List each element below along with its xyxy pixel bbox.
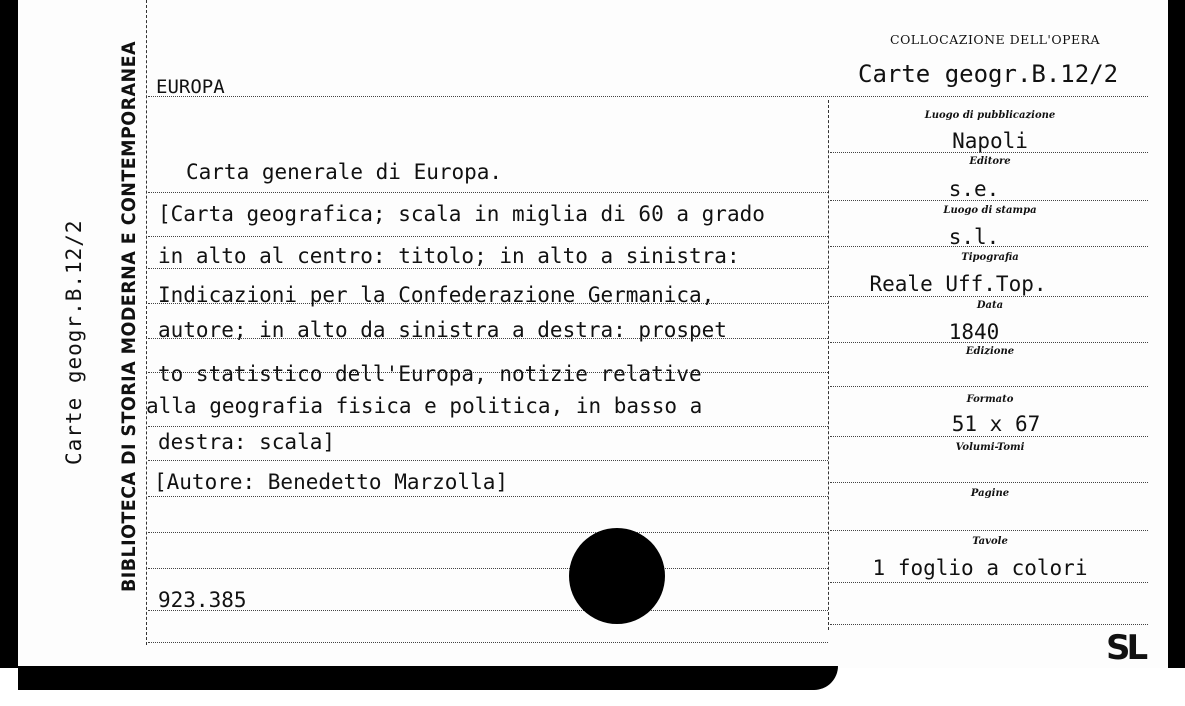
field-value: 1 foglio a colori: [872, 556, 1088, 580]
field-value: Reale Uff.Top.: [869, 272, 1047, 296]
description-line: in alto al centro: titolo; in alto a sinistra:: [158, 244, 740, 268]
description-line: Carta generale di Europa.: [186, 160, 503, 184]
field-value: s.e.: [948, 177, 1000, 201]
punch-hole: [569, 528, 665, 624]
ruled-line: [148, 610, 828, 611]
field-label: Pagine: [970, 488, 1010, 499]
ruled-line: [148, 268, 828, 269]
field-label: Formato: [966, 394, 1014, 405]
ruled-line: [830, 296, 1148, 297]
ruled-line: [148, 460, 828, 461]
card-shadow: [18, 666, 838, 690]
field-label: Edizione: [965, 346, 1015, 357]
heading: EUROPA: [156, 76, 225, 98]
ruled-line: [830, 482, 1148, 483]
ruled-line: [148, 568, 828, 569]
ruled-line: [148, 642, 828, 643]
field-label: Tipografia: [961, 252, 1019, 263]
field-label: Luogo di stampa: [943, 205, 1037, 216]
field-label: Luogo di pubblicazione: [924, 110, 1056, 121]
field-value: 51 x 67: [951, 412, 1041, 436]
field-value: Napoli: [952, 129, 1028, 153]
description-line: Indicazioni per la Confederazione Germanica,: [158, 283, 715, 307]
ruled-line: [830, 436, 1148, 437]
ruled-line: [148, 496, 828, 497]
description-line: alla geografia fisica e politica, in basso a: [146, 394, 703, 418]
ruled-line: [830, 386, 1148, 387]
top-rule: [148, 96, 1148, 97]
description-line: to statistico dell'Europa, notizie relative: [158, 362, 702, 386]
field-label: Editore: [969, 156, 1011, 167]
description-line: [Autore: Benedetto Marzolla]: [154, 470, 509, 494]
library-name: BIBLIOTECA DI STORIA MODERNA E CONTEMPORANEA: [118, 40, 140, 593]
side-call-number: Carte geogr.B.12/2: [62, 219, 86, 465]
field-label: Volumi-Tomi: [955, 442, 1025, 453]
description-line: destra: scala]: [158, 430, 336, 454]
ruled-line: [148, 532, 828, 533]
handwritten-initials: SL: [1106, 628, 1145, 668]
field-value: 1840: [948, 320, 1000, 344]
ruled-line: [830, 582, 1148, 583]
column-header: COLLOCAZIONE DELL'OPERA: [890, 32, 1101, 47]
catalog-card: [18, 0, 1168, 668]
ruled-line: [830, 530, 1148, 531]
call-number: Carte geogr.B.12/2: [858, 60, 1119, 88]
description-line: [Carta geografica; scala in miglia di 60 a grado: [158, 202, 765, 226]
field-value: s.l.: [948, 225, 1000, 249]
ruled-line: [148, 236, 828, 237]
ruled-line: [148, 192, 828, 193]
description-line: autore; in alto da sinistra a destra: prospet: [158, 318, 727, 342]
left-margin-rule: [146, 0, 147, 645]
right-column-rule: [828, 100, 829, 630]
classification-number: 923.385: [158, 588, 247, 612]
field-label: Data: [976, 300, 1004, 311]
ruled-line: [830, 624, 1148, 625]
ruled-line: [148, 426, 828, 427]
field-label: Tavole: [972, 536, 1008, 547]
